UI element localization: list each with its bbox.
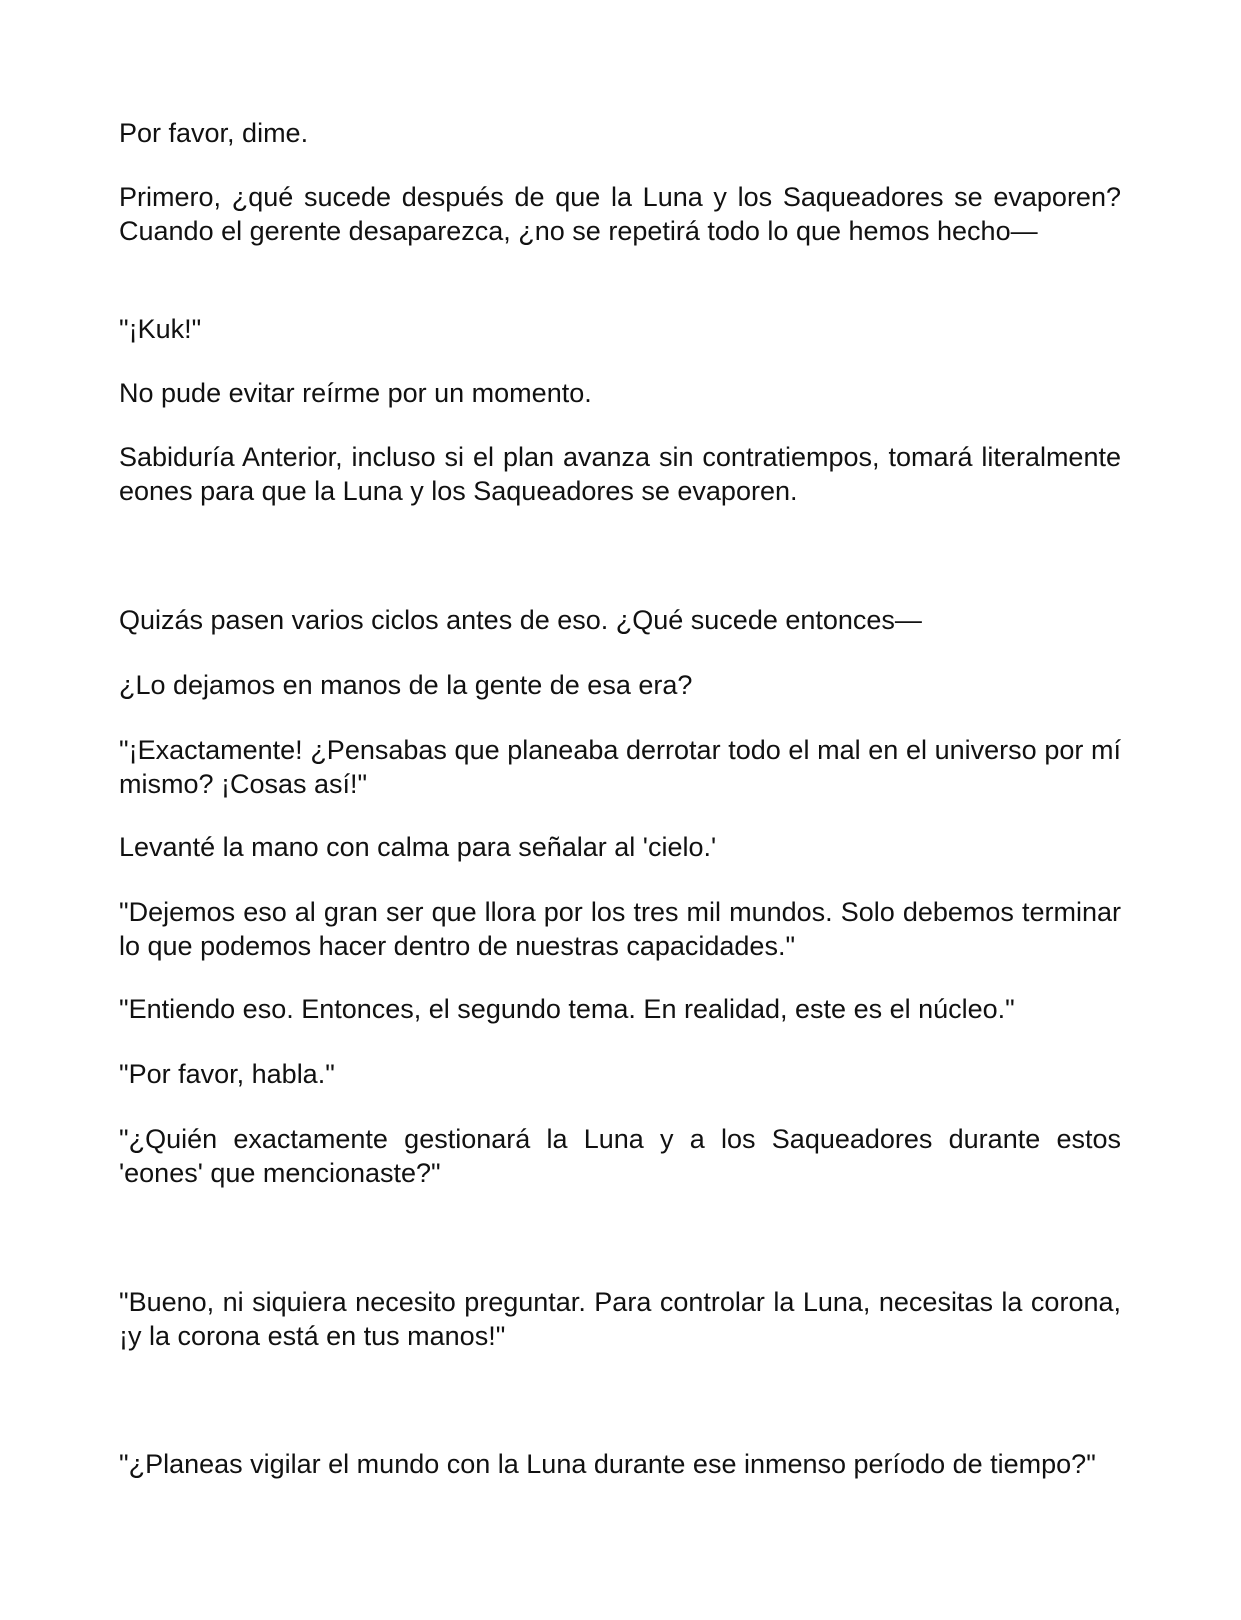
paragraph: Sabiduría Anterior, incluso si el plan avanza sin contratiempos, tomará literalmente eones para que la Luna y los Saqueadores se evaporen. bbox=[119, 442, 1121, 506]
paragraph: "¡Kuk!" bbox=[119, 314, 202, 344]
paragraph: Quizás pasen varios ciclos antes de eso. ¿Qué sucede entonces— bbox=[119, 605, 922, 635]
paragraph: "Por favor, habla." bbox=[119, 1059, 335, 1089]
paragraph: No pude evitar reírme por un momento. bbox=[119, 378, 592, 408]
paragraph: "¿Quién exactamente gestionará la Luna y a los Saqueadores durante estos 'eones' que mencionaste?" bbox=[119, 1124, 1121, 1188]
paragraph: Primero, ¿qué sucede después de que la Luna y los Saqueadores se evaporen? Cuando el gerente desaparezca, ¿no se repetirá todo lo que hemos hecho— bbox=[119, 182, 1121, 246]
paragraph: "¿Planeas vigilar el mundo con la Luna durante ese inmenso período de tiempo?" bbox=[119, 1449, 1096, 1479]
paragraph: "Dejemos eso al gran ser que llora por los tres mil mundos. Solo debemos terminar lo que podemos hacer dentro de nuestras capacidades." bbox=[119, 897, 1121, 961]
paragraph: "Bueno, ni siquiera necesito preguntar. Para controlar la Luna, necesitas la corona, ¡y la corona está en tus manos!" bbox=[119, 1287, 1121, 1351]
paragraph: Levanté la mano con calma para señalar al 'cielo.' bbox=[119, 832, 717, 862]
paragraph: ¿Lo dejamos en manos de la gente de esa era? bbox=[119, 670, 693, 700]
paragraph: "Entiendo eso. Entonces, el segundo tema. En realidad, este es el núcleo." bbox=[119, 994, 1015, 1024]
paragraph: "¡Exactamente! ¿Pensabas que planeaba derrotar todo el mal en el universo por mí mismo? ¡Cosas así!" bbox=[119, 735, 1121, 799]
paragraph: Por favor, dime. bbox=[119, 118, 309, 148]
